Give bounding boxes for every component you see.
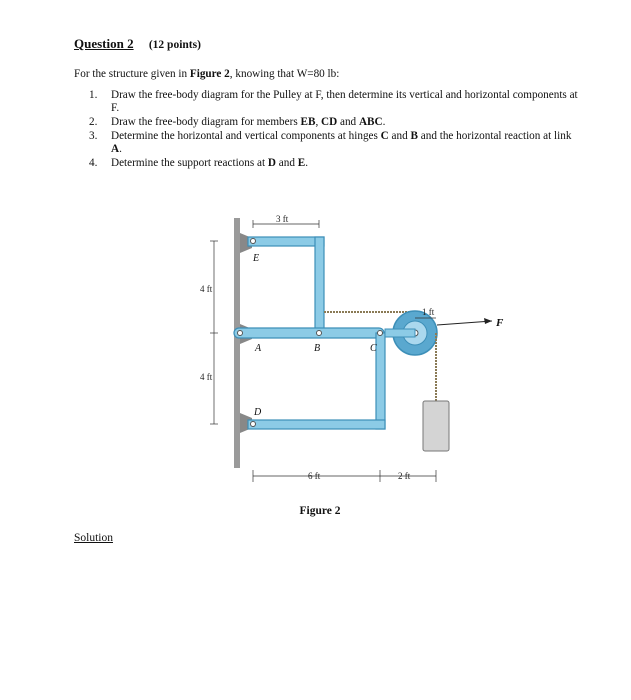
task-text: .: [119, 143, 122, 155]
pin-b: [317, 331, 322, 336]
task-text: C: [380, 130, 389, 142]
task-text: ,: [315, 116, 322, 128]
dim-bottom-right: 2 ft: [398, 471, 411, 481]
task-text: B: [410, 130, 418, 142]
task-text: Draw the free-body diagram for the Pulley at F, then determine its vertical and horizontal components at F.: [111, 89, 578, 114]
task-item: [89, 116, 579, 129]
task-text: and: [275, 157, 298, 169]
pin-e: [251, 239, 256, 244]
task-item: [89, 89, 579, 115]
figure-caption: Figure 2: [299, 505, 341, 517]
pin-d: [251, 422, 256, 427]
task-text: .: [382, 116, 386, 128]
dim-bottom-left: 6 ft: [308, 471, 321, 481]
intro-figure-ref: Figure 2: [189, 68, 230, 80]
label-d: D: [254, 407, 262, 418]
member-cd-vertical: [376, 333, 385, 429]
label-a: A: [255, 343, 262, 354]
task-text: E: [297, 157, 306, 169]
weight-w: [423, 401, 449, 451]
task-list: [89, 89, 579, 171]
pin-a: [238, 331, 243, 336]
label-c: C: [370, 343, 377, 354]
label-e: E: [253, 253, 260, 264]
figure-2: [200, 208, 540, 513]
task-text: and: [388, 130, 411, 142]
task-number: 3.: [89, 130, 98, 142]
task-text: A: [111, 143, 120, 155]
dim-left-lower: 4 ft: [200, 372, 213, 382]
task-text: .: [305, 157, 308, 169]
members: [234, 237, 385, 429]
task-text: and the horizontal reaction at link: [417, 130, 572, 142]
task-number: 1.: [89, 89, 98, 101]
member-eb-vertical: [315, 237, 324, 333]
label-b: B: [314, 343, 321, 354]
member-eb-horizontal: [248, 237, 324, 246]
member-cd-horizontal: [248, 420, 385, 429]
pulley-arm: [385, 329, 415, 337]
solution-heading: Solution: [74, 532, 113, 544]
task-text: Determine the support reactions at: [111, 157, 268, 169]
task-number: 2.: [89, 116, 98, 128]
label-f: F: [496, 317, 504, 329]
structure-diagram: [200, 208, 540, 508]
intro-suffix: , knowing that W=80 lb:: [229, 68, 340, 80]
force-f-arrowhead: [484, 318, 492, 324]
member-abc: [234, 328, 384, 338]
question-title: Question 2: [74, 36, 134, 51]
task-text: ABC: [358, 116, 383, 128]
task-text: Determine the horizontal and vertical components at hinges: [111, 130, 381, 142]
task-text: EB: [300, 116, 316, 128]
wall: [234, 218, 240, 468]
task-number: 4.: [89, 157, 98, 169]
dim-pulley: 1 ft: [422, 307, 435, 317]
intro-prefix: For the structure given in: [74, 68, 190, 80]
task-item: [89, 130, 579, 156]
task-text: D: [267, 157, 276, 169]
dim-top: 3 ft: [276, 214, 289, 224]
dim-left-upper: 4 ft: [200, 284, 213, 294]
intro-text: [74, 68, 339, 80]
task-text: Draw the free-body diagram for members: [111, 116, 301, 128]
pin-c: [378, 331, 383, 336]
question-heading: [74, 36, 201, 52]
question-points: (12 points): [148, 39, 201, 51]
force-f-line: [437, 321, 492, 325]
task-text: CD: [321, 116, 338, 128]
task-text: and: [337, 116, 359, 128]
task-item: [89, 157, 579, 170]
